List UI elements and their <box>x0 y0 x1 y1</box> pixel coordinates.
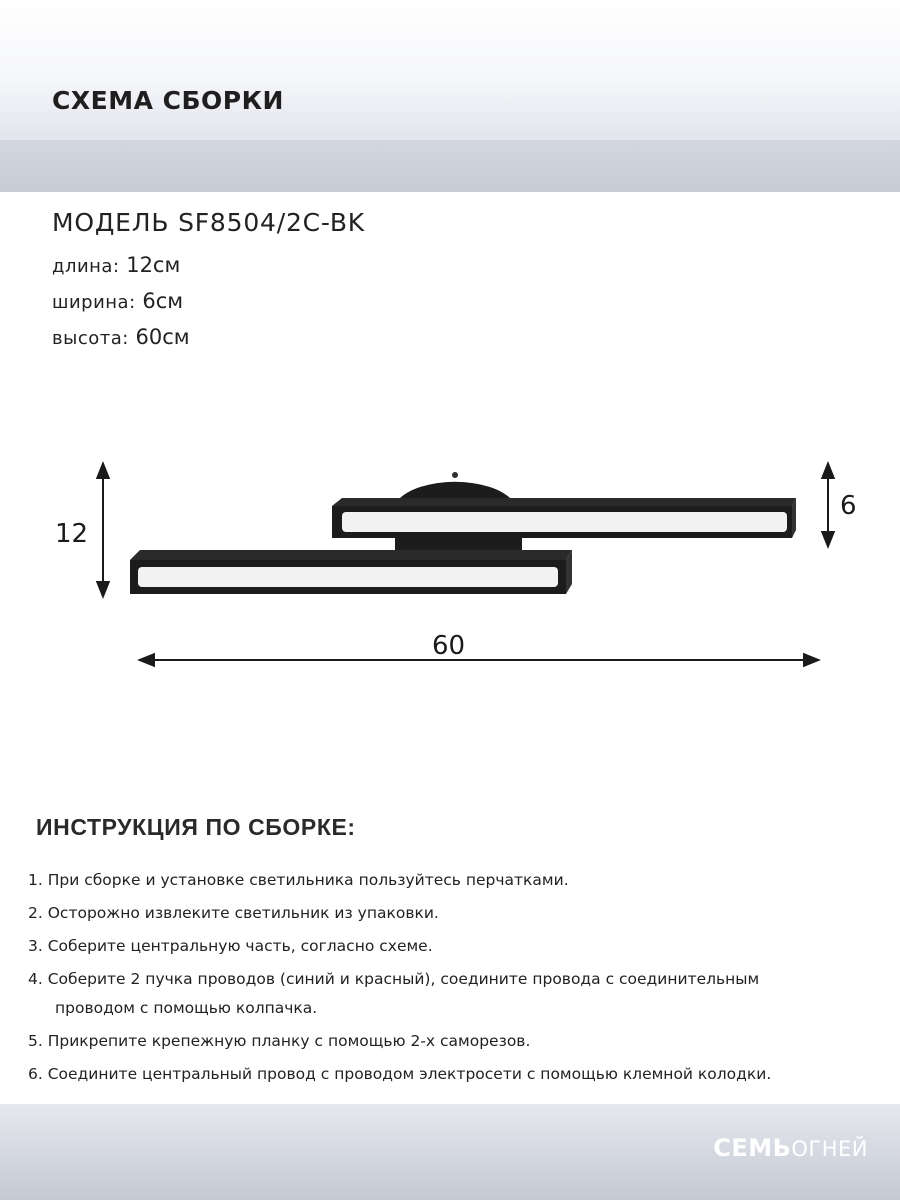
spec-height <box>52 323 365 351</box>
step-4-line-1: 4. Соберите 2 пучка проводов (синий и красный), соедините провода с соединительным <box>28 970 760 988</box>
brand-logo <box>713 1134 868 1162</box>
step-2: 2. Осторожно извлеките светильник из упаковки. <box>28 904 439 922</box>
spec-length-value: 12см <box>126 253 181 277</box>
page-title: СХЕМА СБОРКИ <box>52 86 284 115</box>
spec-width-label: ширина: <box>52 292 136 313</box>
brand-part-1: СЕМЬ <box>713 1134 792 1162</box>
spec-height-value: 60см <box>135 325 190 349</box>
model-name: МОДЕЛЬ SF8504/2C-BK <box>52 208 366 237</box>
spec-length <box>52 251 365 279</box>
instructions-list <box>28 866 771 1093</box>
brand-part-2: ОГНЕЙ <box>791 1137 868 1161</box>
step-4 <box>28 965 771 1023</box>
step-1: 1. При сборке и установке светильника пользуйтесь перчатками. <box>28 871 569 889</box>
spec-width-value: 6см <box>142 289 184 313</box>
step-5: 5. Прикрепите крепежную планку с помощью 2-х саморезов. <box>28 1032 531 1050</box>
spec-height-label: высота: <box>52 328 129 349</box>
height-dimension-label: 12 <box>55 519 89 549</box>
step-6: 6. Соедините центральный провод с проводом электросети с помощью клемной колодки. <box>28 1065 772 1083</box>
instructions-title: ИНСТРУКЦИЯ ПО СБОРКЕ: <box>36 814 356 840</box>
spec-length-label: длина: <box>52 256 120 277</box>
upper-light-bar <box>332 498 796 538</box>
fixture-diagram <box>0 440 900 690</box>
depth-dimension-label: 6 <box>840 491 857 521</box>
spec-block <box>52 208 365 359</box>
width-dimension-label: 60 <box>432 631 466 661</box>
step-4-line-2: проводом с помощью колпачка. <box>55 999 318 1017</box>
step-3: 3. Соберите центральную часть, согласно схеме. <box>28 937 433 955</box>
lower-light-bar <box>130 550 572 594</box>
spec-width <box>52 287 365 315</box>
